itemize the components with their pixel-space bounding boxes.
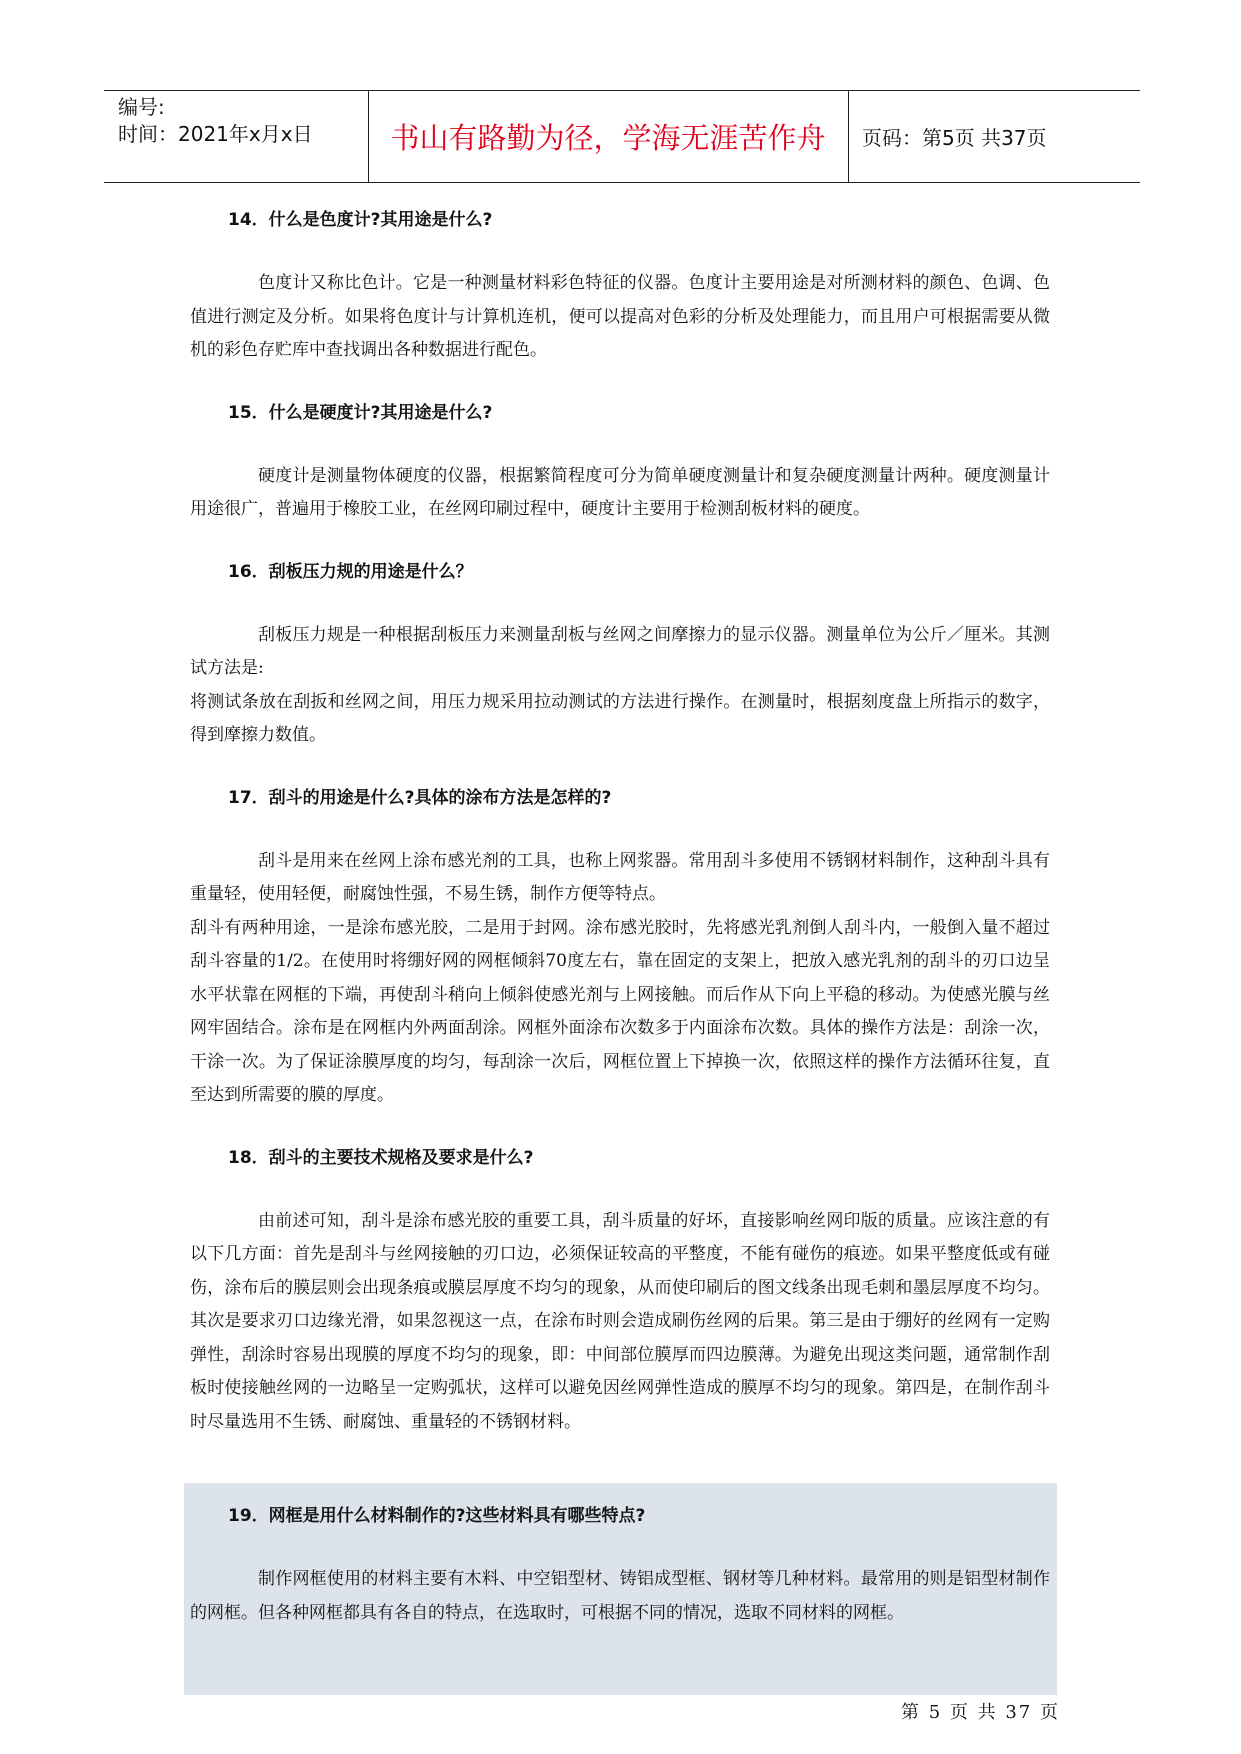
answer-paragraph: 制作网框使用的材料主要有木料、中空铝型材、铸铝成型框、钢材等几种材料。最常用的则是铝型材制作的网框。但各种网框都具有各自的特点，在选取时，可根据不同的情况，选取不同材料的网框。 <box>190 1569 1050 1623</box>
page-footer: 第 5 页 共 37 页 <box>901 1702 1060 1723</box>
page-header <box>104 90 1140 183</box>
answer-paragraph: 刮斗是用来在丝网上涂布感光剂的工具，也称上网浆器。常用刮斗多使用不锈钢材料制作，这种刮斗具有重量轻，使用轻便，耐腐蚀性强，不易生锈，制作方便等特点。 <box>190 850 1050 904</box>
question-heading: 17．刮斗的用途是什么?具体的涂布方法是怎样的? <box>228 787 612 808</box>
header-motto: 书山有路勤为径，学海无涯苦作舟 <box>390 121 826 155</box>
header-page-number: 页码：第5页 共37页 <box>862 126 1047 150</box>
question-heading: 16．刮板压力规的用途是什么？ <box>228 561 473 582</box>
number-label: 编号: <box>118 95 165 119</box>
answer-paragraph: 将测试条放在刮扳和丝网之间，用压力规采用拉动测试的方法进行操作。在测量时，根据刻度盘上所指示的数字，得到摩擦力数值。 <box>190 691 1050 745</box>
question-heading: 19．网框是用什么材料制作的?这些材料具有哪些特点? <box>228 1506 646 1526</box>
answer-paragraph: 硬度计是测量物体硬度的仪器，根据繁简程度可分为简单硬度测量计和复杂硬度测量计两种。硬度测量计用途很广，普遍用于橡胶工业，在丝网印刷过程中，硬度计主要用于检测刮板材料的硬度。 <box>190 465 1050 519</box>
header-meta <box>118 91 368 182</box>
answer-paragraph: 刮板压力规是一种根据刮板压力来测量刮板与丝网之间摩擦力的显示仪器。测量单位为公斤／厘米。其测试方法是: <box>190 624 1050 678</box>
question-heading: 18．刮斗的主要技术规格及要求是什么? <box>228 1147 534 1168</box>
document-body <box>190 205 1050 1630</box>
time-label: 时间：2021年x月x日 <box>118 122 313 146</box>
answer-paragraph: 色度计又称比色计。它是一种测量材料彩色特征的仪器。色度计主要用途是对所测材料的颜色、色调、色值进行测定及分析。如果将色度计与计算机连机，便可以提高对色彩的分析及处理能力，而且用户可根据需要从微机的彩色存贮库中查找调出各种数据进行配色。 <box>190 273 1050 360</box>
question-heading: 14．什么是色度计?其用途是什么? <box>228 210 493 230</box>
answer-paragraph: 由前述可知，刮斗是涂布感光胶的重要工具，刮斗质量的好坏，直接影响丝网印版的质量。应该注意的有以下几方面：首先是刮斗与丝网接触的刃口边，必须保证较高的平整度，不能有碰伤的痕迹。如果平整度低或有碰伤，涂布后的膜层则会出现条痕或膜层厚度不均匀的现象，从而使印刷后的图文线条出现毛刺和墨层厚度不均匀。其次是要求刃口边缘光滑，如果忽视这一点，在涂布时则会造成刷伤丝网的后果。第三是由于绷好的丝网有一定购弹性，刮涂时容易出现膜的厚度不均匀的现象，即：中间部位膜厚而四边膜薄。为避免出现这类问题，通常制作刮板时使接触丝网的一边略呈一定购弧状，这样可以避免因丝网弹性造成的膜厚不均匀的现象。第四是，在制作刮斗时尽量选用不生锈、耐腐蚀、重量轻的不锈钢材料。 <box>190 1210 1050 1432</box>
answer-paragraph: 刮斗有两种用途，一是涂布感光胶，二是用于封网。涂布感光胶时，先将感光乳剂倒人刮斗内，一般倒入量不超过刮斗容量的1/2。在使用时将绷好网的网框倾斜70度左右，靠在固定的支架上，把放入感光乳剂的刮斗的刃口边呈水平状靠在网框的下端，再使刮斗稍向上倾斜使感光剂与上网接触。而后作从下向上平稳的移动。为使感光膜与丝网牢固结合。涂布是在网框内外两面刮涂。网框外面涂布次数多于内面涂布次数。具体的操作方法是：刮涂一次，干涂一次。为了保证涂膜厚度的均匀，每刮涂一次后，网框位置上下掉换一次，依照这样的操作方法循环往复，直至达到所需要的膜的厚度。 <box>190 917 1050 1105</box>
question-heading: 15．什么是硬度计?其用途是什么? <box>228 402 493 423</box>
